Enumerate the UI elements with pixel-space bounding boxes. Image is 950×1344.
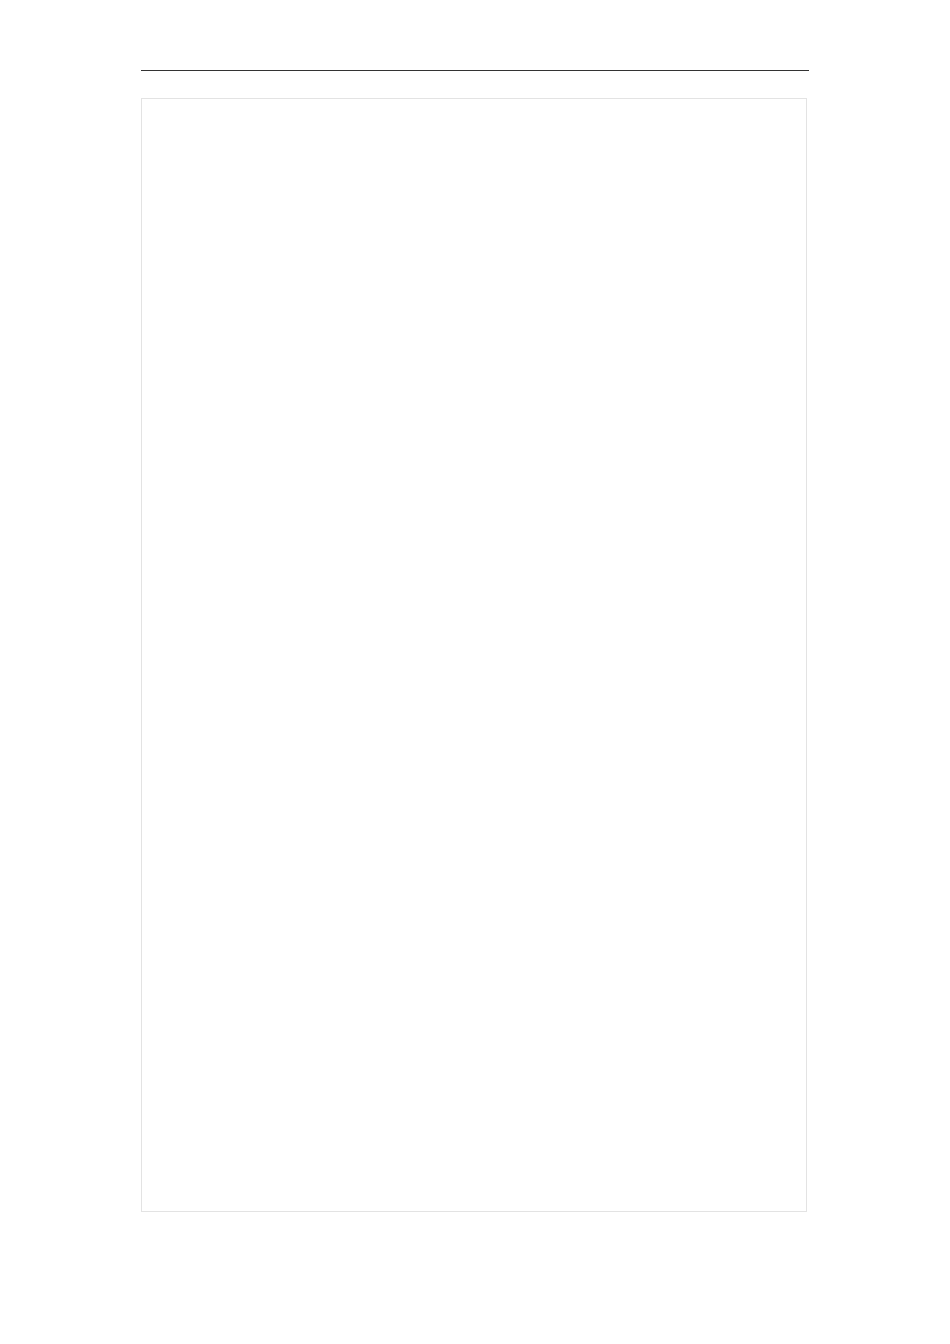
bold-heading: [145, 103, 821, 143]
text-line-last: [145, 592, 821, 632]
section-title: [145, 143, 821, 177]
text-line: [145, 471, 821, 511]
text-line: [145, 190, 821, 230]
blank-line: [145, 552, 821, 592]
header-rule: [141, 70, 809, 71]
document-body: [145, 103, 821, 632]
text-line: [145, 431, 821, 471]
text-line: [145, 512, 821, 552]
text-line: [145, 230, 821, 270]
text-line: [145, 391, 821, 431]
blank-line: [145, 311, 821, 351]
text-line: [145, 270, 821, 310]
text-line: [145, 351, 821, 391]
